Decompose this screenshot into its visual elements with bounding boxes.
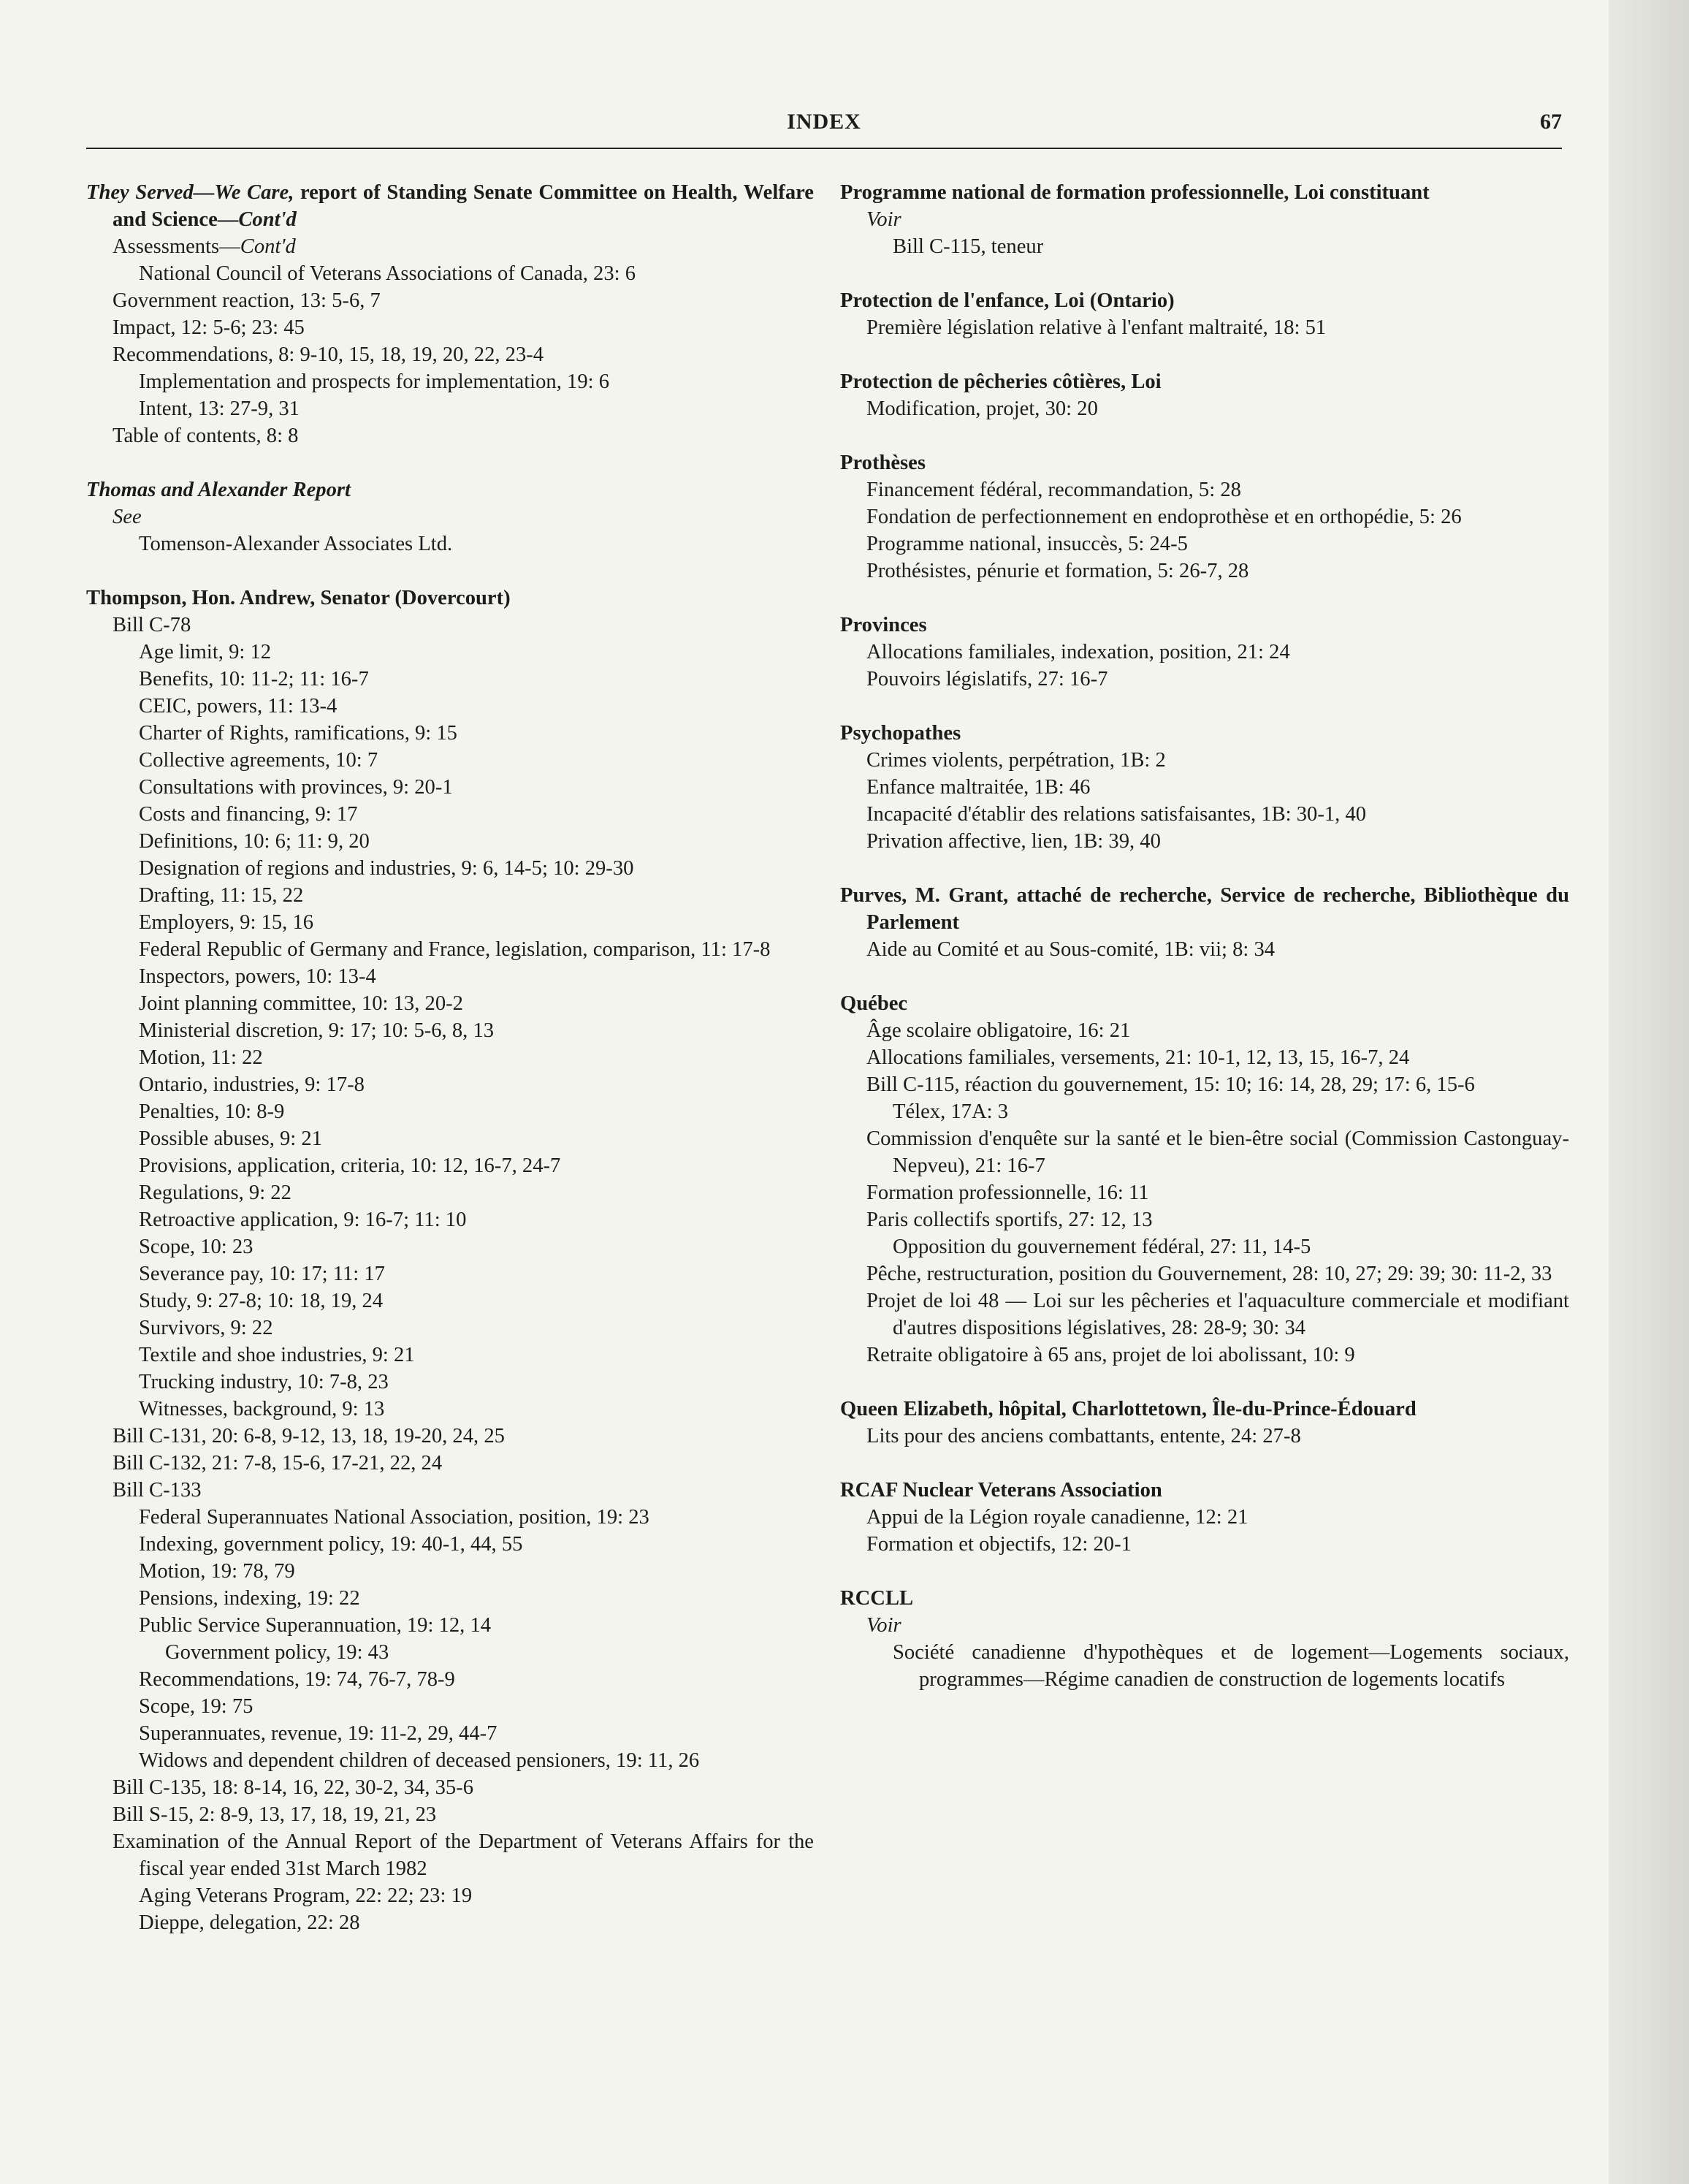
subentry-text: Government policy, 19: 43 [165,1641,389,1664]
entry-heading [86,179,814,233]
entry-heading-main: Québec [840,992,908,1015]
index-subentry [86,1206,814,1233]
index-subentry [86,1909,814,1936]
index-subentry [86,1774,814,1801]
index-subentry [86,1531,814,1558]
index-subentry [86,801,814,828]
index-subentry [840,558,1569,585]
index-subentry [86,936,814,963]
subentry-text: Definitions, 10: 6; 11: 9, 20 [139,830,370,853]
subentry-text: National Council of Veterans Associations of Canada, 23: 6 [139,262,636,285]
page-edge-shadow [1609,0,1689,2184]
entry-heading-main: They Served—We Care, [86,181,294,204]
index-subentry [840,1125,1569,1179]
index-entry [840,179,1569,260]
index-subentry [840,1206,1569,1233]
index-subentry [86,1882,814,1909]
index-subentry [86,774,814,801]
index-subentry [86,909,814,936]
subentry-text: Recommendations, 19: 74, 76-7, 78-9 [139,1668,455,1691]
entry-heading-main: RCCLL [840,1587,914,1610]
index-subentry [86,1693,814,1720]
index-entry [840,1396,1569,1450]
index-subentry [86,882,814,909]
index-subentry [840,747,1569,774]
subentry-text: Superannuates, revenue, 19: 11-2, 29, 44-7 [139,1722,497,1745]
index-subentry [86,1017,814,1044]
subentry-text: Allocations familiales, versements, 21: 10-1, 12, 13, 15, 16-7, 24 [866,1046,1410,1069]
subentry-text: CEIC, powers, 11: 13-4 [139,695,338,718]
entry-heading [840,1477,1569,1504]
index-column-right [840,179,1569,1720]
index-subentry [86,1098,814,1125]
subentry-text: Télex, 17A: 3 [893,1100,1009,1123]
index-subentry [86,1423,814,1450]
subentry-text: Witnesses, background, 9: 13 [139,1398,385,1420]
subentry-text: Study, 9: 27-8; 10: 18, 19, 24 [139,1290,384,1312]
cross-reference-label: Voir [866,1614,901,1637]
index-subentry [86,1044,814,1071]
index-entry [840,612,1569,693]
index-entry [86,179,814,449]
index-subentry [86,1450,814,1477]
index-subentry [840,1260,1569,1287]
subentry-text: Benefits, 10: 11-2; 11: 16-7 [139,668,369,690]
subentry-text: Appui de la Légion royale canadienne, 12: 21 [866,1506,1248,1529]
entry-heading-main: Protection de l'enfance, Loi (Ontario) [840,289,1175,312]
index-entry [840,720,1569,855]
subentry-text: Penalties, 10: 8-9 [139,1100,285,1123]
entry-heading-main: Prothèses [840,452,926,474]
subentry-text: Privation affective, lien, 1B: 39, 40 [866,830,1161,853]
subentry-text: Provisions, application, criteria, 10: 12, 16-7, 24-7 [139,1154,561,1177]
index-subentry [86,1314,814,1342]
subentry-text: Intent, 13: 27-9, 31 [139,397,300,420]
entry-heading [840,287,1569,314]
entry-heading [840,368,1569,395]
running-head [86,104,1562,149]
index-subentry [86,612,814,639]
index-subentry [86,1071,814,1098]
subentry-text: Bill S-15, 2: 8-9, 13, 17, 18, 19, 21, 23 [113,1803,437,1826]
subentry-text: Paris collectifs sportifs, 27: 12, 13 [866,1209,1153,1231]
index-subentry [86,1477,814,1504]
cross-reference-target: Société canadienne d'hypothèques et de logement—Logements sociaux, programmes—Régime canadien de construction de logements locatifs [893,1641,1569,1691]
index-subentry [86,1747,814,1774]
subentry-text: Employers, 9: 15, 16 [139,911,314,934]
index-subentry [86,828,814,855]
subentry-text: Pouvoirs législatifs, 27: 16-7 [866,668,1108,690]
subentry-text: Survivors, 9: 22 [139,1317,273,1339]
subentry-text: Retraite obligatoire à 65 ans, projet de loi abolissant, 10: 9 [866,1344,1355,1366]
index-entry [840,882,1569,963]
subentry-text: Inspectors, powers, 10: 13-4 [139,965,376,988]
subentry-text: Première législation relative à l'enfant maltraité, 18: 51 [866,316,1327,339]
index-subentry [86,368,814,395]
entry-heading-rest: report of Standing Senate Committee on Health, Welfare and Science— [113,181,814,231]
index-subentry [86,1801,814,1828]
index-subentry [840,314,1569,341]
subentry-text: Formation et objectifs, 12: 20-1 [866,1533,1132,1556]
entry-heading-main: Programme national de formation professionnelle, Loi constituant [840,181,1430,204]
subentry-text: Projet de loi 48 — Loi sur les pêcheries et l'aquaculture commerciale et modifiant d'autres dispositions législatives, 28: 28-9; 30: 34 [866,1290,1569,1339]
index-subentry [840,936,1569,963]
subentry-text: Allocations familiales, indexation, position, 21: 24 [866,641,1290,663]
subentry-contd: Cont'd [240,235,296,258]
subentry-text: Aging Veterans Program, 22: 22; 23: 19 [139,1884,473,1907]
index-subentry [86,1260,814,1287]
subentry-text: Scope, 19: 75 [139,1695,253,1718]
index-subentry [840,1233,1569,1260]
index-subentry [86,1396,814,1423]
index-subentry [86,260,814,287]
index-subentry [840,1531,1569,1558]
index-subentry [86,341,814,368]
entry-heading [840,1396,1569,1423]
entry-heading [840,179,1569,206]
index-subentry [840,1179,1569,1206]
index-subentry [86,1152,814,1179]
index-subentry [86,1720,814,1747]
index-subentry [840,639,1569,666]
subentry-text: Retroactive application, 9: 16-7; 11: 10 [139,1209,467,1231]
index-subentry [86,1585,814,1612]
subentry-text: Bill C-132, 21: 7-8, 15-6, 17-21, 22, 24 [113,1452,443,1475]
index-subentry [86,422,814,449]
index-subentry [86,855,814,882]
index-entry [840,449,1569,585]
index-subentry [86,395,814,422]
index-subentry [840,1044,1569,1071]
subentry-text: Federal Republic of Germany and France, legislation, comparison, 11: 17-8 [139,938,771,961]
subentry-text: Regulations, 9: 22 [139,1182,291,1204]
subentry-text: Pensions, indexing, 19: 22 [139,1587,360,1610]
subentry-text: Bill C-135, 18: 8-14, 16, 22, 30-2, 34, 35-6 [113,1776,474,1799]
subentry-text: Financement fédéral, recommandation, 5: 28 [866,479,1241,501]
subentry-text: Bill C-78 [113,614,191,636]
index-subentry [840,395,1569,422]
subentry-text: Ontario, industries, 9: 17-8 [139,1073,365,1096]
entry-heading-main: Psychopathes [840,722,961,745]
index-entry [86,476,814,558]
subentry-text: Fondation de perfectionnement en endoprothèse et en orthopédie, 5: 26 [866,506,1462,528]
index-subentry [86,1287,814,1314]
index-subentry [86,963,814,990]
index-subentry [86,720,814,747]
index-entry [840,368,1569,422]
subentry-text: Impact, 12: 5-6; 23: 45 [113,316,305,339]
index-subentry [840,1017,1569,1044]
index-subentry [86,1639,814,1666]
subentry-text: Joint planning committee, 10: 13, 20-2 [139,992,463,1015]
subentry-text: Programme national, insuccès, 5: 24-5 [866,533,1188,555]
index-subentry [86,1612,814,1639]
subentry-text: Examination of the Annual Report of the Department of Veterans Affairs for the fiscal year ended 31st March 1982 [113,1830,814,1880]
subentry-text: Federal Superannuates National Association, position, 19: 23 [139,1506,649,1529]
subentry-text: Widows and dependent children of deceased pensioners, 19: 11, 26 [139,1749,700,1772]
subentry-text: Âge scolaire obligatoire, 16: 21 [866,1019,1131,1042]
index-subentry [86,639,814,666]
index-entry [840,1477,1569,1558]
subentry-text: Incapacité d'établir des relations satisfaisantes, 1B: 30-1, 40 [866,803,1367,826]
subentry-text: Recommendations, 8: 9-10, 15, 18, 19, 20, 22, 23-4 [113,343,544,366]
entry-heading [840,1585,1569,1612]
cross-reference-target: Bill C-115, teneur [893,235,1044,258]
subentry-text: Motion, 19: 78, 79 [139,1560,295,1583]
index-subentry [86,1233,814,1260]
index-subentry [840,828,1569,855]
subentry-text: Prothésistes, pénurie et formation, 5: 26-7, 28 [866,560,1249,582]
subentry-text: Motion, 11: 22 [139,1046,263,1069]
index-subentry [840,530,1569,558]
index-subentry [840,1342,1569,1369]
index-column-left [86,179,814,1963]
index-subentry [86,666,814,693]
subentry-text: Modification, projet, 30: 20 [866,397,1098,420]
index-subentry [840,666,1569,693]
subentry-text: Aide au Comité et au Sous-comité, 1B: vii; 8: 34 [866,938,1276,961]
subentry-text: Lits pour des anciens combattants, entente, 24: 27-8 [866,1425,1301,1447]
index-subentry [840,476,1569,503]
cross-reference-label: See [113,506,142,528]
entry-heading [840,882,1569,936]
subentry-text: Drafting, 11: 15, 22 [139,884,304,907]
index-entry [840,287,1569,341]
index-subentry [86,1342,814,1369]
subentry-text: Opposition du gouvernement fédéral, 27: 11, 14-5 [893,1236,1311,1258]
entry-heading-main: Thomas and Alexander Report [86,479,351,501]
entry-heading-main: Thompson, Hon. Andrew, Senator (Dovercourt) [86,587,511,609]
subentry-text: Bill C-131, 20: 6-8, 9-12, 13, 18, 19-20, 24, 25 [113,1425,505,1447]
index-subentry [840,1098,1569,1125]
entry-heading-main: Purves, M. Grant, attaché de recherche, Service de recherche, Bibliothèque du Parlement [840,884,1569,934]
subentry-text: Ministerial discretion, 9: 17; 10: 5-6, 8, 13 [139,1019,495,1042]
subentry-text: Scope, 10: 23 [139,1236,253,1258]
cross-reference-label: Voir [866,208,901,231]
index-subentry [86,747,814,774]
index-subentry [840,801,1569,828]
subentry-text: Trucking industry, 10: 7-8, 23 [139,1371,389,1393]
subentry-text: Possible abuses, 9: 21 [139,1127,322,1150]
cross-reference-target: Tomenson-Alexander Associates Ltd. [139,533,453,555]
subentry-text: Indexing, government policy, 19: 40-1, 44, 55 [139,1533,523,1556]
subentry-text: Government reaction, 13: 5-6, 7 [113,289,381,312]
entry-heading [840,990,1569,1017]
index-subentry [840,1071,1569,1098]
index-subentry [86,1828,814,1882]
subentry-text: Crimes violents, perpétration, 1B: 2 [866,749,1166,772]
subentry-text: Severance pay, 10: 17; 11: 17 [139,1263,385,1285]
index-subentry [840,1423,1569,1450]
entry-heading [840,720,1569,747]
subentry-text: Charter of Rights, ramifications, 9: 15 [139,722,457,745]
subentry-text: Designation of regions and industries, 9: 6, 14-5; 10: 29-30 [139,857,634,880]
subentry-text: Dieppe, delegation, 22: 28 [139,1911,360,1934]
index-subentry [86,287,814,314]
subentry-text: Consultations with provinces, 9: 20-1 [139,776,453,799]
subentry-text: Table of contents, 8: 8 [113,425,299,447]
subentry-text: Commission d'enquête sur la santé et le bien-être social (Commission Castonguay-Nepveu), 21: 16-7 [866,1127,1569,1177]
subentry-text: Enfance maltraitée, 1B: 46 [866,776,1091,799]
subentry-text: Bill C-133 [113,1479,202,1502]
subentry-text: Costs and financing, 9: 17 [139,803,358,826]
index-subentry [86,1666,814,1693]
index-subentry [86,314,814,341]
page-number: 67 [1540,110,1562,134]
index-subentry [86,1369,814,1396]
entry-heading-contd: Cont'd [238,208,297,231]
subentry-text: Bill C-115, réaction du gouvernement, 15: 10; 16: 14, 28, 29; 17: 6, 15-6 [866,1073,1475,1096]
entry-heading-main: Protection de pêcheries côtières, Loi [840,370,1162,393]
entry-heading-main: RCAF Nuclear Veterans Association [840,1479,1162,1502]
index-subentry [86,1504,814,1531]
running-head-title: INDEX [787,110,861,134]
entry-heading [86,585,814,612]
index-subentry [86,1558,814,1585]
entry-heading-main: Provinces [840,614,927,636]
index-subentry [840,503,1569,530]
subentry-text: Textile and shoe industries, 9: 21 [139,1344,415,1366]
entry-heading [840,449,1569,476]
index-subentry [840,1287,1569,1342]
index-subentry [840,1504,1569,1531]
entry-heading [840,612,1569,639]
entry-heading-main: Queen Elizabeth, hôpital, Charlottetown, Île-du-Prince-Édouard [840,1398,1417,1420]
index-subentry [86,990,814,1017]
index-subentry [86,1179,814,1206]
index-subentry [86,693,814,720]
entry-heading [86,476,814,503]
subentry-text: Age limit, 9: 12 [139,641,272,663]
subentry-text: Assessments— [113,235,240,258]
index-entry [840,1585,1569,1693]
index-subentry [86,1125,814,1152]
subentry-text: Implementation and prospects for implementation, 19: 6 [139,370,610,393]
subentry-text: Public Service Superannuation, 19: 12, 14 [139,1614,492,1637]
subentry-text: Collective agreements, 10: 7 [139,749,378,772]
subentry-text: Formation professionnelle, 16: 11 [866,1182,1149,1204]
subentry-text: Pêche, restructuration, position du Gouvernement, 28: 10, 27; 29: 39; 30: 11-2, 33 [866,1263,1552,1285]
index-entry [840,990,1569,1369]
index-entry [86,585,814,1936]
index-subentry [840,774,1569,801]
index-subentry [86,233,814,260]
